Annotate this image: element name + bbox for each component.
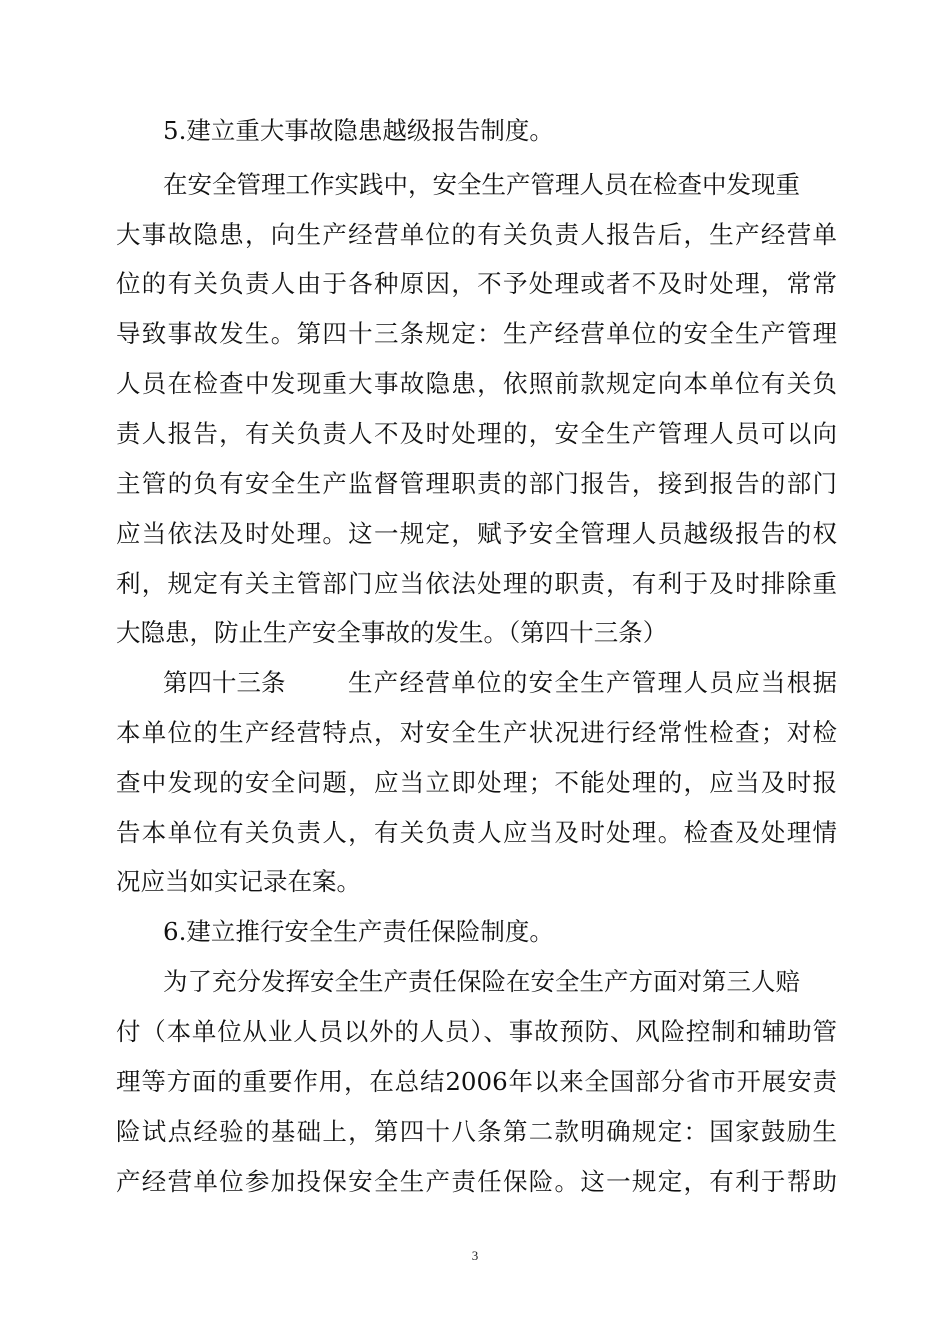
paragraph-line: 告本单位有关负责人，有关负责人应当及时处理。检查及处理情 [116,818,837,847]
paragraph-line: 应当依法及时处理。这一规定，赋予安全管理人员越级报告的权 [116,519,837,548]
paragraph-line: 险试点经验的基础上，第四十八条第二款明确规定：国家鼓励生 [116,1117,837,1146]
paragraph-line: 利，规定有关主管部门应当依法处理的职责，有利于及时排除重 [116,569,837,598]
paragraph-line: 付（本单位从业人员以外的人员）、事故预防、风险控制和辅助管 [116,1017,837,1046]
paragraph-line: 产经营单位参加投保安全生产责任保险。这一规定，有利于帮助 [116,1167,837,1196]
paragraph-line: 况应当如实记录在案。 [116,867,361,896]
paragraph-line: 大事故隐患，向生产经营单位的有关负责人报告后，生产经营单 [116,220,837,249]
paragraph-line: 本单位的生产经营特点，对安全生产状况进行经常性检查；对检 [116,718,837,747]
article-text: 生产经营单位的安全生产管理人员应当根据 [348,668,837,697]
section-heading-5: 5.建立重大事故隐患越级报告制度。 [163,116,554,145]
paragraph-line: 大隐患，防止生产安全事故的发生。（第四十三条） [116,618,668,647]
article-line [0,658,950,708]
paragraph-line: 位的有关负责人由于各种原因，不予处理或者不及时处理，常常 [116,269,837,298]
article-number: 第四十三条 [163,668,286,697]
page-number: 3 [471,1248,479,1263]
section-heading-6: 6.建立推行安全生产责任保险制度。 [163,917,554,946]
paragraph-line: 导致事故发生。第四十三条规定：生产经营单位的安全生产管理 [116,319,837,348]
paragraph-line: 在安全管理工作实践中，安全生产管理人员在检查中发现重 [163,170,800,199]
paragraph-line: 人员在检查中发现重大事故隐患，依照前款规定向本单位有关负 [116,369,837,398]
paragraph-line: 为了充分发挥安全生产责任保险在安全生产方面对第三人赔 [163,967,800,996]
paragraph-line: 责人报告，有关负责人不及时处理的，安全生产管理人员可以向 [116,419,837,448]
paragraph-line: 主管的负有安全生产监督管理职责的部门报告，接到报告的部门 [116,469,837,498]
paragraph-line: 理等方面的重要作用，在总结2006年以来全国部分省市开展安责 [116,1067,837,1096]
paragraph-line: 查中发现的安全问题，应当立即处理；不能处理的，应当及时报 [116,768,837,797]
